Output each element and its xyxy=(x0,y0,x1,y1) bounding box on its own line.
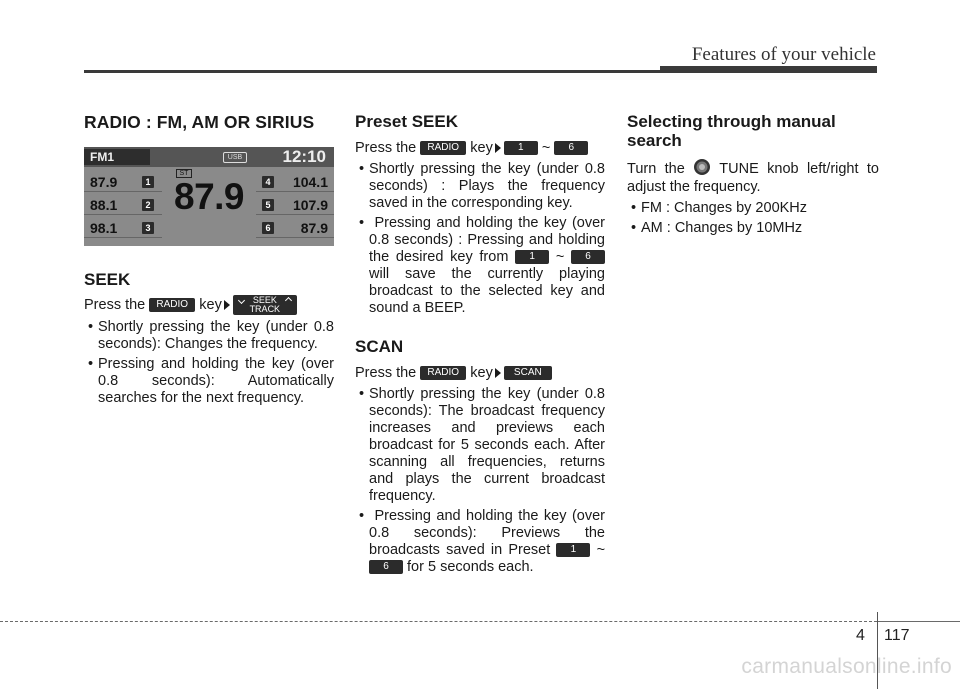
display-preset-row xyxy=(256,172,334,192)
list-item: • Shortly pressing the key (under 0.8 seconds): Changes the frequency. xyxy=(84,319,334,353)
seek-track-key-icon xyxy=(233,295,297,315)
tilde: ~ xyxy=(555,249,565,265)
header-title: Features of your vehicle xyxy=(691,44,876,65)
preset-frequency: 88.1 xyxy=(90,197,118,213)
tune-bullet-list xyxy=(627,200,879,237)
preset-6-key-icon: 6 xyxy=(369,560,403,574)
chapter-number: 4 xyxy=(856,627,865,644)
section-title-radio: RADIO : FM, AM OR SIRIUS xyxy=(84,112,315,132)
seek-instruction xyxy=(84,295,334,315)
subsection-title-scan: SCAN xyxy=(355,337,404,356)
column-radio xyxy=(84,108,334,410)
preset-instruction xyxy=(355,139,605,157)
display-usb-icon: USB xyxy=(223,152,247,163)
lead-text: key xyxy=(199,297,222,313)
preset-frequency: 107.9 xyxy=(292,197,328,213)
arrow-right-icon xyxy=(495,368,501,378)
display-main-frequency: 87.9 xyxy=(174,176,245,217)
preset-number: 1 xyxy=(142,176,154,188)
list-item-text: for 5 seconds each. xyxy=(407,559,534,575)
lead-text: Turn the xyxy=(627,161,685,177)
display-preset-row xyxy=(84,172,162,192)
list-item-text: Pressing and holding the key (over 0.8 seconds) : Pressing and holding the desired key from xyxy=(369,215,605,265)
list-item-text: Pressing and holding the key (over 0.8 seconds): Previews the broadcasts saved in Preset xyxy=(369,508,605,558)
preset-6-key-icon: 6 xyxy=(554,141,588,155)
preset-frequency: 87.9 xyxy=(300,220,328,236)
tune-knob-icon xyxy=(693,158,711,176)
track-key-label: TRACK xyxy=(249,304,281,314)
seek-bullet-list xyxy=(84,319,334,407)
scan-bullet-list xyxy=(355,386,605,576)
footer-rule-right xyxy=(877,621,960,622)
seek-key-label: SEEK xyxy=(252,295,277,305)
preset-1-key-icon: 1 xyxy=(504,141,538,155)
tune-instruction xyxy=(627,158,879,196)
radio-key-icon: RADIO xyxy=(149,298,195,312)
tilde: ~ xyxy=(596,542,606,558)
radio-key-icon: RADIO xyxy=(420,141,466,155)
radio-display-image xyxy=(84,147,334,246)
list-item: • Pressing and holding the key (over 0.8 seconds): Automatically searches for the next frequency. xyxy=(84,356,334,407)
lead-text: Press the xyxy=(84,297,146,313)
preset-frequency: 87.9 xyxy=(90,174,118,190)
subsection-title-preset-seek: Preset SEEK xyxy=(355,112,458,131)
radio-key-icon: RADIO xyxy=(420,366,466,380)
preset-6-key-icon: 6 xyxy=(571,250,605,264)
watermark: carmanualsonline.info xyxy=(741,655,952,678)
lead-text: TUNE knob left/right to adjust the frequency. xyxy=(627,161,879,195)
list-item: • Shortly pressing the key (under 0.8 seconds) : Plays the frequency saved in the corresponding key. xyxy=(355,161,605,212)
arrow-right-icon xyxy=(495,143,501,153)
preset-bullet-list xyxy=(355,161,605,317)
lead-text: Press the xyxy=(355,140,417,156)
list-item xyxy=(355,508,605,576)
display-preset-row xyxy=(84,195,162,215)
tilde: ~ xyxy=(541,140,551,156)
scan-instruction xyxy=(355,364,605,382)
header-rule-accent xyxy=(660,66,877,73)
page-number: 117 xyxy=(884,627,910,644)
lead-text: key xyxy=(470,140,493,156)
preset-number: 6 xyxy=(262,222,274,234)
column-manual-search xyxy=(627,108,879,240)
preset-number: 5 xyxy=(262,199,274,211)
subsection-title-seek: SEEK xyxy=(84,270,131,289)
preset-frequency: 98.1 xyxy=(90,220,118,236)
list-item: • FM : Changes by 200KHz xyxy=(627,200,879,217)
footer-rule xyxy=(0,621,877,622)
lead-text: key xyxy=(470,365,493,381)
preset-number: 2 xyxy=(142,199,154,211)
display-clock: 12:10 xyxy=(282,147,326,166)
subsection-title-manual-search: Selecting through manual search xyxy=(627,112,836,150)
arrow-right-icon xyxy=(224,300,230,310)
display-preset-row xyxy=(256,218,334,238)
display-preset-row xyxy=(256,195,334,215)
list-item: • AM : Changes by 10MHz xyxy=(627,220,879,237)
lead-text: Press the xyxy=(355,365,417,381)
list-item: • Shortly pressing the key (under 0.8 seconds): The broadcast frequency increases and previews each broadcast for 5 seconds each. After scanning all frequencies, returns and plays the current broadcast frequency. xyxy=(355,386,605,505)
display-stereo-badge: ST xyxy=(176,169,192,178)
preset-number: 3 xyxy=(142,222,154,234)
preset-frequency: 104.1 xyxy=(292,174,328,190)
list-item-text: will save the currently playing broadcast to the selected key and sound a BEEP. xyxy=(369,266,605,316)
display-preset-row xyxy=(84,218,162,238)
preset-1-key-icon: 1 xyxy=(556,543,590,557)
list-item xyxy=(355,215,605,317)
preset-1-key-icon: 1 xyxy=(515,250,549,264)
column-preset-scan xyxy=(355,108,605,579)
display-band: FM1 xyxy=(84,149,150,165)
preset-number: 4 xyxy=(262,176,274,188)
scan-key-icon: SCAN xyxy=(504,366,552,380)
